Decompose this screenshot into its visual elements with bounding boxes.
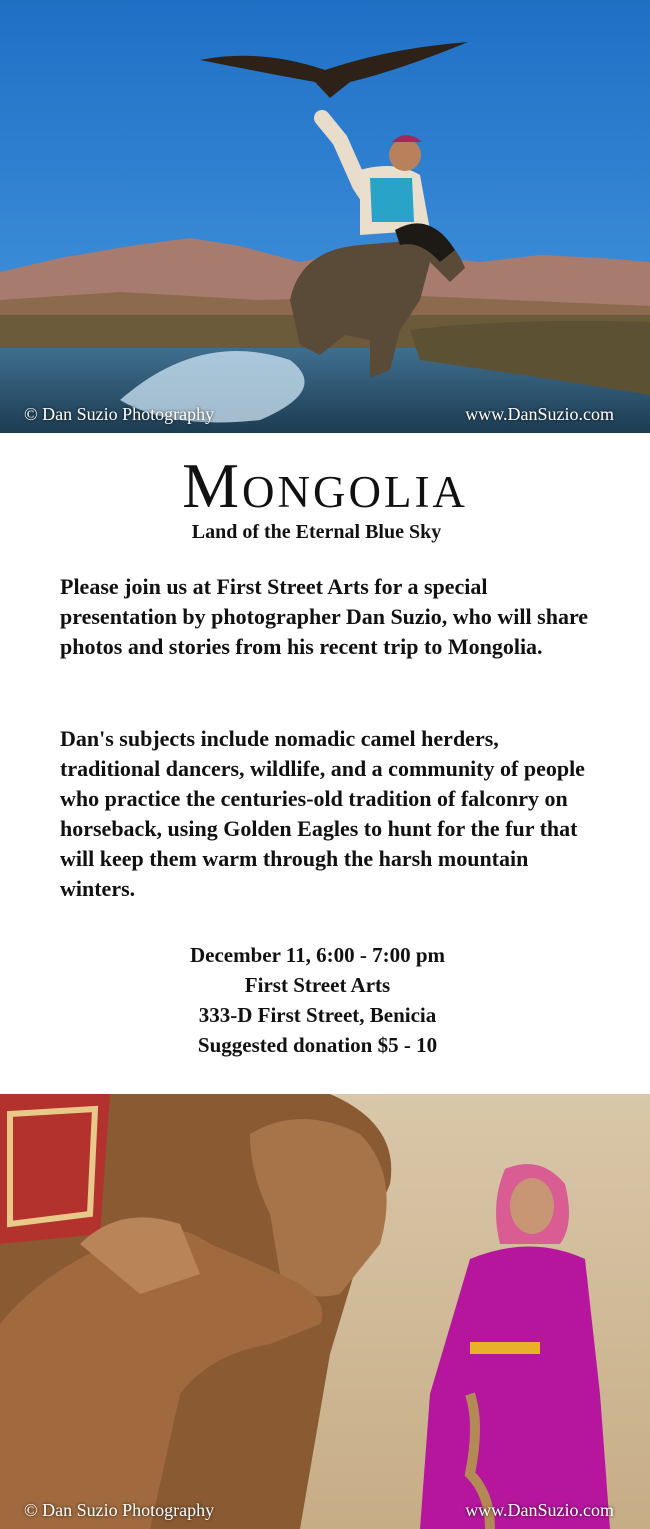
page-title: Mongolia	[182, 450, 468, 521]
photo-credit-left: © Dan Suzio Photography	[24, 404, 215, 424]
photo-credit-website: www.DanSuzio.com	[465, 1500, 614, 1520]
event-address: 333-D First Street, Benicia	[198, 1003, 437, 1027]
top-photo-eagle-hunter	[0, 0, 650, 433]
event-date-time: December 11, 6:00 - 7:00 pm	[189, 943, 446, 967]
eagle-hunter-illustration	[0, 0, 650, 433]
photo-credit-left: © Dan Suzio Photography	[24, 1500, 215, 1520]
event-donation: Suggested donation $5 - 10	[197, 1033, 438, 1057]
camels-herder-illustration	[0, 1094, 650, 1529]
page-subtitle: Land of the Eternal Blue Sky	[191, 521, 442, 543]
bottom-photo-camels-herder	[0, 1094, 650, 1529]
event-details	[0, 940, 635, 1060]
subjects-paragraph: Dan's subjects include nomadic camel herders, traditional dancers, wildlife, and a community of people who practice the centuries-old tradition of falconry on horseback, using Golden Eagles to hunt for the fur that will keep them warm through the harsh mountain winters.	[60, 726, 585, 901]
event-venue: First Street Arts	[244, 973, 391, 997]
photo-credit-website: www.DanSuzio.com	[465, 404, 614, 424]
intro-paragraph: Please join us at First Street Arts for a special presentation by photographer Dan Suzio, who will share photos and stories from his recent trip to Mongolia.	[60, 574, 589, 659]
